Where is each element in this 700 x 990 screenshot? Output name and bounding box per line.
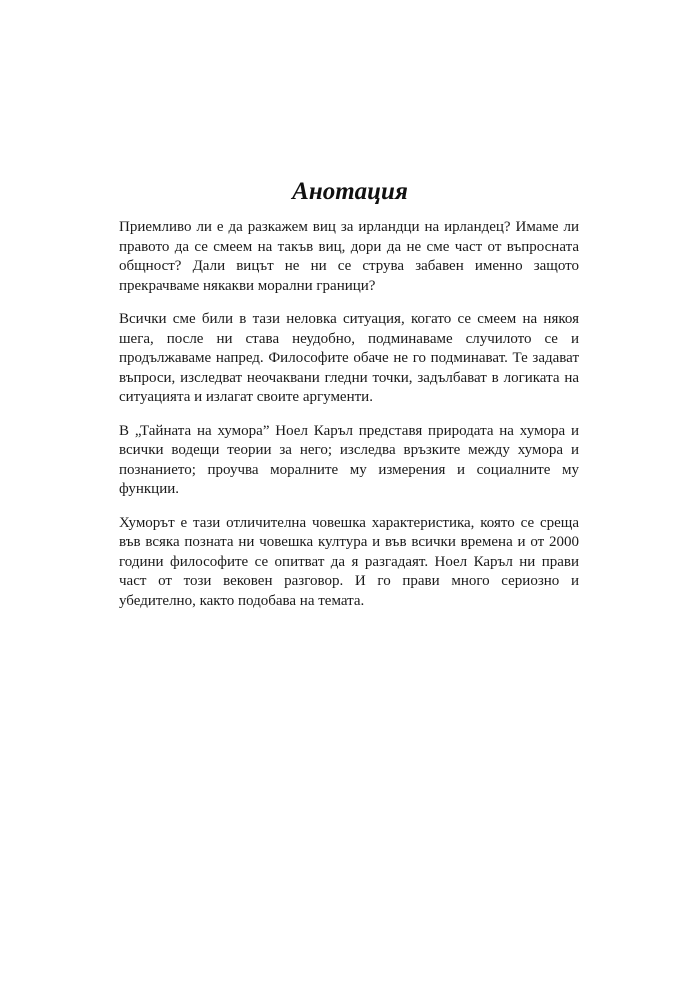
paragraph-1: Приемливо ли е да разкажем виц за ирландци на ирландец? Имаме ли правото да се смеем на такъв виц, дори да не сме част от въпросната общност? Дали вицът не ни се струва забавен именно защото прекрачваме някакви морални граници? — [119, 219, 579, 294]
page-title: Анотация — [292, 178, 408, 205]
paragraph-2: Всички сме били в тази неловка ситуация, когато се смеем на някоя шега, после ни става неудобно, подминаваме случилото се и продължаваме напред. Философите обаче не го подминават. Те задават въпроси, изследват неочаквани гледни точки, задълбават в логиката на ситуацията и излагат своите аргументи. — [119, 311, 579, 405]
paragraph-3: В „Тайната на хумора” Ноел Каръл представя природата на хумора и всички водещи теории за него; изследва връзките между хумора и познанието; проучва моралните му измерения и социалните му функции. — [119, 422, 579, 497]
annotation-body — [119, 218, 579, 625]
paragraph-4: Хуморът е тази отличителна човешка характеристика, която се среща във всяка позната ни човешка култура и във всички времена и от 2000 години философите се опитват да я разгадаят. Ноел Каръл ни прави част от този вековен разговор. И го прави много сериозно и убедително, както подобава на темата. — [119, 514, 579, 609]
